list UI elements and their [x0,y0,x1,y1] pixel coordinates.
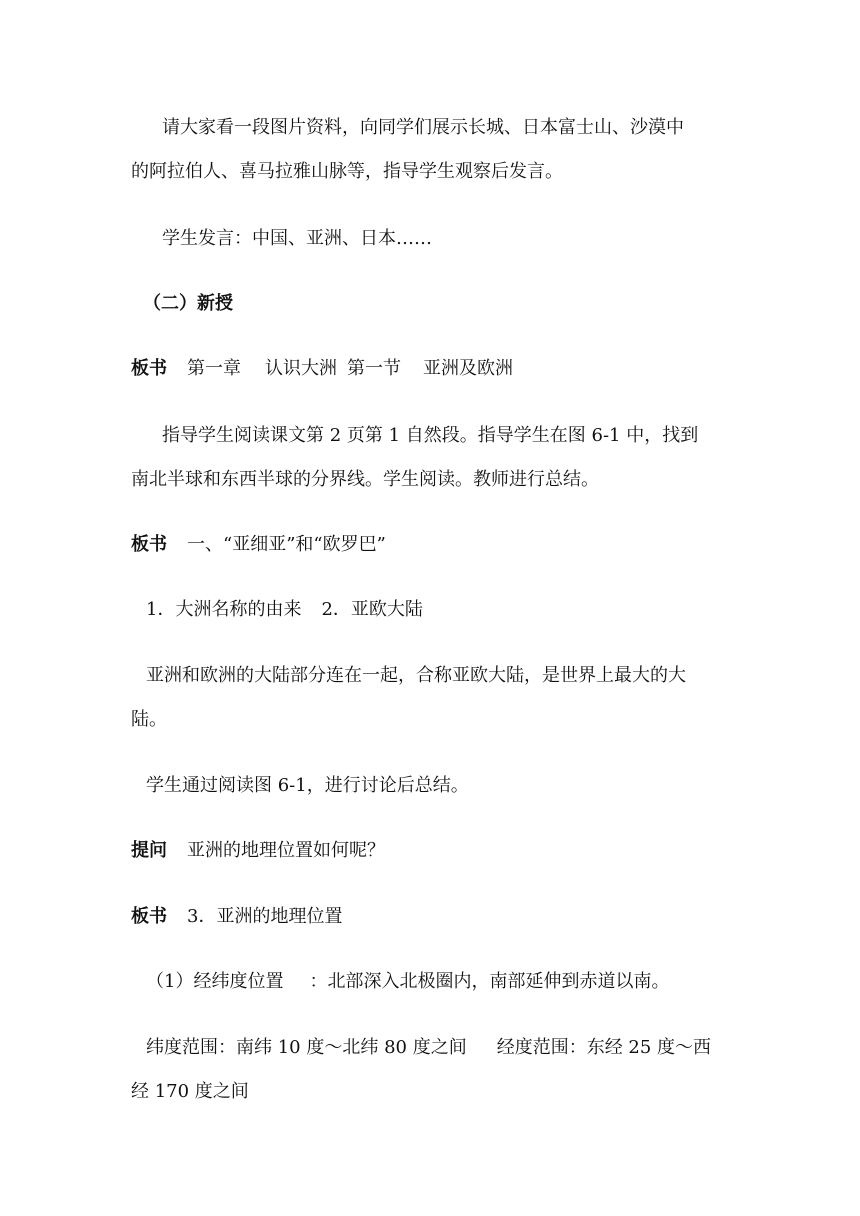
paragraph-intro-line-1: 请大家看一段图片资料，向同学们展示长城、日本富士山、沙漠中 [162,117,684,138]
board-text: 一、“亚细亚”和“欧罗巴” [187,534,386,555]
list-item-origin: 1．大洲名称的由来 [146,599,302,620]
latlon-position [146,970,669,994]
section-label: 第一节 [347,358,401,379]
paragraph-intro-line-2: 的阿拉伯人、喜马拉雅山脉等，指导学生观察后发言。 [131,161,563,182]
list-item-eurasia: 2．亚欧大陆 [321,599,423,620]
chapter-label: 第一章 [187,358,241,379]
latitude-range: 纬度范围：南纬 10 度～北纬 80 度之间 [146,1037,467,1058]
range-line-1 [146,1036,711,1060]
list-line [146,598,423,622]
paragraph-eurasia-line-2: 陆。 [131,709,167,730]
board-entry-chapter [131,357,513,381]
section-title: 亚洲及欧洲 [423,358,513,379]
paragraph-eurasia-line-1: 亚洲和欧洲的大陆部分连在一起，合称亚欧大陆，是世界上最大的大 [146,665,686,686]
question-label: 提问 [131,840,167,861]
student-response: 学生发言：中国、亚洲、日本…… [162,228,432,249]
student-summary: 学生通过阅读图 6-1，进行讨论后总结。 [146,775,469,796]
sub-text: ：北部深入北极圈内，南部延伸到赤道以南。 [309,971,670,992]
question-text: 亚洲的地理位置如何呢？ [187,840,385,861]
question-entry [131,839,385,863]
board-label: 板书 [131,534,167,555]
board-entry-location [131,905,342,929]
chapter-title: 认识大洲 [265,358,337,379]
longitude-range-part-1: 经度范围：东经 25 度～西 [496,1037,712,1058]
board-entry-names [131,533,386,557]
board-label: 板书 [131,358,167,379]
board-label: 板书 [131,906,167,927]
board-text: 3．亚洲的地理位置 [187,906,343,927]
paragraph-guide-line-1: 指导学生阅读课文第 2 页第 1 自然段。指导学生在图 6-1 中，找到 [162,425,699,446]
longitude-range-part-2: 经 170 度之间 [131,1081,249,1102]
paragraph-guide-line-2: 南北半球和东西半球的分界线。学生阅读。教师进行总结。 [131,469,599,490]
section-title-new-lesson: （二）新授 [143,293,233,314]
sub-heading: （1）经纬度位置 [146,971,284,992]
